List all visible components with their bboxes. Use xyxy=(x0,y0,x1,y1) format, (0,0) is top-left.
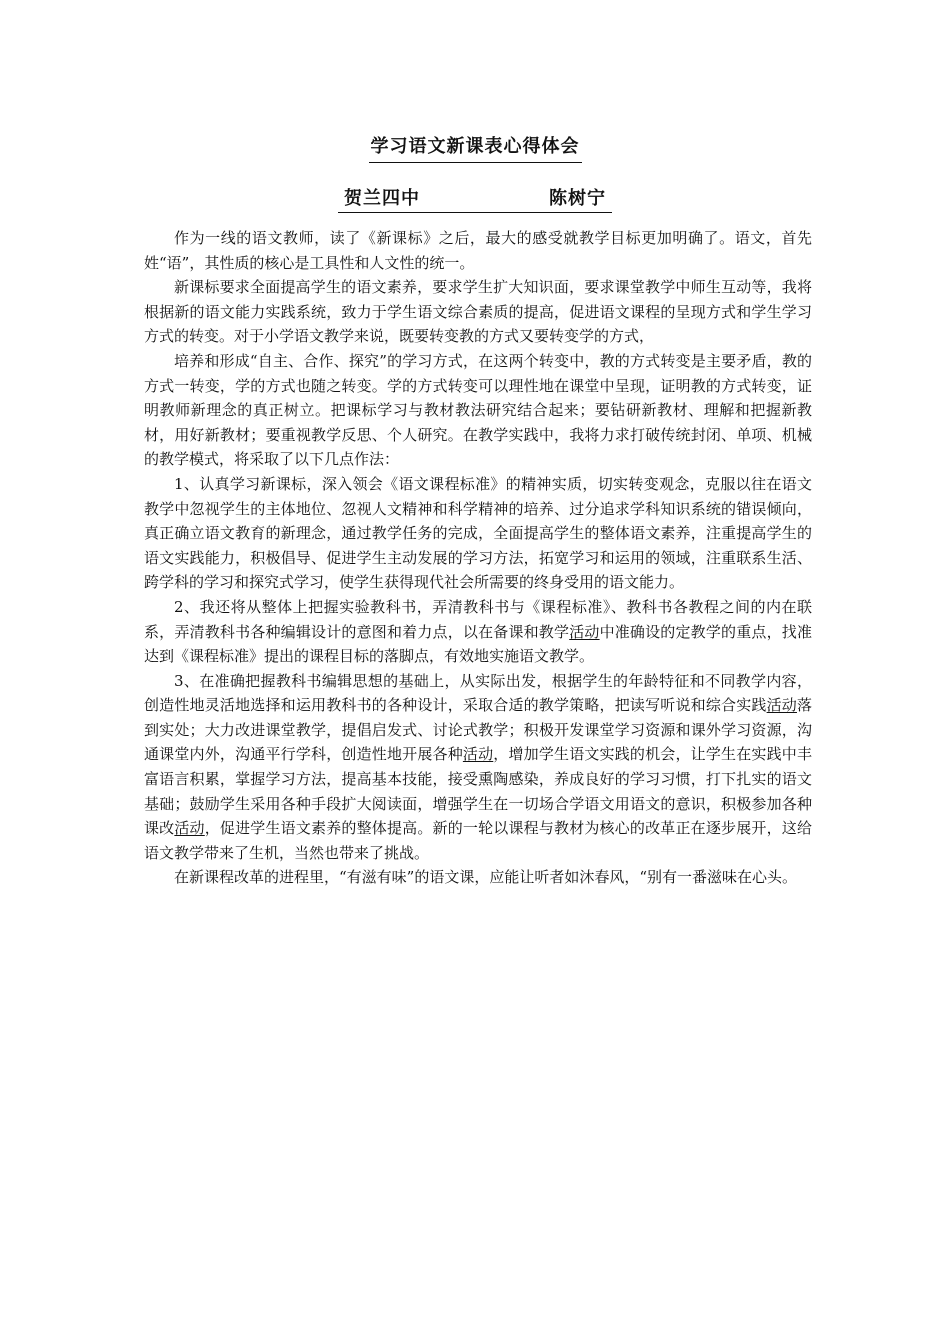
paragraph-3 xyxy=(144,349,812,472)
paragraph-4 xyxy=(144,472,812,595)
underlined-term: 活动 xyxy=(174,819,205,838)
paragraph-text: 2、我还将从整体上把握实验教科书，弄清教科书与《课程标准》、教科书各教程之间的内在联系，弄清教科书各种编辑设计的意图和着力点，以在备课和教学 xyxy=(144,597,812,641)
paragraph-text: 新课标要求全面提高学生的语文素养，要求学生扩大知识面，要求课堂教学中师生互动等，我将根据新的语文能力实践系统，致力于学生语文综合素质的提高，促进语文课程的呈现方式和学生学习方式的转变。对于小学语文教学来说，既要转变教的方式又要转变学的方式， xyxy=(144,278,812,346)
paragraph-6 xyxy=(144,669,812,866)
title-block xyxy=(0,134,950,163)
author-name: 陈树宁 xyxy=(549,188,606,209)
underlined-term: 活动 xyxy=(766,696,797,715)
paragraph-text: 1、认真学习新课标，深入领会《语文课程标准》的精神实质，切实转变观念，克服以往在语文教学中忽视学生的主体地位、忽视人文精神和科学精神的培养、过分追求学科知识系统的错误倾向，真正确立语文教育的新理念，通过教学任务的完成，全面提高学生的整体语文素养，注重提高学生的语文实践能力，积极倡导、促进学生主动发展的学习方法，拓宽学习和运用的领域，注重联系生活、跨学科的学习和探究式学习，使学生获得现代社会所需要的终身受用的语文能力。 xyxy=(144,474,812,592)
paragraph-2 xyxy=(144,275,812,349)
paragraph-1 xyxy=(144,226,812,275)
paragraph-text: ，促进学生语文素养的整体提高。新的一轮以课程与教材为核心的改革正在逐步展开，这给语文教学带来了生机，当然也带来了挑战。 xyxy=(144,819,812,862)
paragraph-text: ，增加学生语文实践的机会，让学生在实践中丰富语言积累，掌握学习方法，提高基本技能，接受熏陶感染，养成良好的学习习惯，打下扎实的语文基础；鼓励学生采用各种手段扩大阅读面，增强学生在一切场合学语文用语文的意识，积极参加各种课改 xyxy=(144,745,812,838)
document-title: 学习语文新课表心得体会 xyxy=(369,134,582,163)
paragraph-text: 落到实处；大力改进课堂教学，提倡启发式、讨论式教学；积极开发课堂学习资源和课外学习资源，沟通课堂内外，沟通平行学科，创造性地开展各种 xyxy=(144,696,812,764)
body-text xyxy=(144,226,812,890)
paragraph-text: 3、在准确把握教科书编辑思想的基础上，从实际出发，根据学生的年龄特征和不同教学内容，创造性地灵活地选择和运用教科书的各种设计，采取合适的教学策略，把读写听说和综合实践 xyxy=(144,671,812,715)
paragraph-5 xyxy=(144,595,812,669)
paragraph-text: 在新课程改革的进程里，“有滋有味”的语文课，应能让听者如沐春风，“别有一番滋味在心头。 xyxy=(174,868,798,887)
paragraph-7 xyxy=(144,865,812,890)
author-school: 贺兰四中 xyxy=(344,188,420,209)
underlined-term: 活动 xyxy=(569,622,600,641)
author-line xyxy=(338,186,612,213)
underlined-term: 活动 xyxy=(462,745,494,764)
paragraph-text: 中准确设的定教学的重点，找准达到《课程标准》提出的课程目标的落脚点，有效地实施语文教学。 xyxy=(144,622,812,666)
paragraph-text: 作为一线的语文教师，读了《新课标》之后，最大的感受就教学目标更加明确了。语文，首先姓“语”，其性质的核心是工具性和人文性的统一。 xyxy=(144,229,812,272)
paragraph-text: 培养和形成“自主、合作、探究”的学习方式，在这两个转变中，教的方式转变是主要矛盾，教的方式一转变，学的方式也随之转变。学的方式转变可以理性地在课堂中呈现，证明教的方式转变，证明教师新理念的真正树立。把课标学习与教材教法研究结合起来；要钻研新教材、理解和把握新教材，用好新教材；要重视教学反思、个人研究。在教学实践中，我将力求打破传统封闭、单项、机械的教学模式，将采取了以下几点作法： xyxy=(144,351,812,469)
